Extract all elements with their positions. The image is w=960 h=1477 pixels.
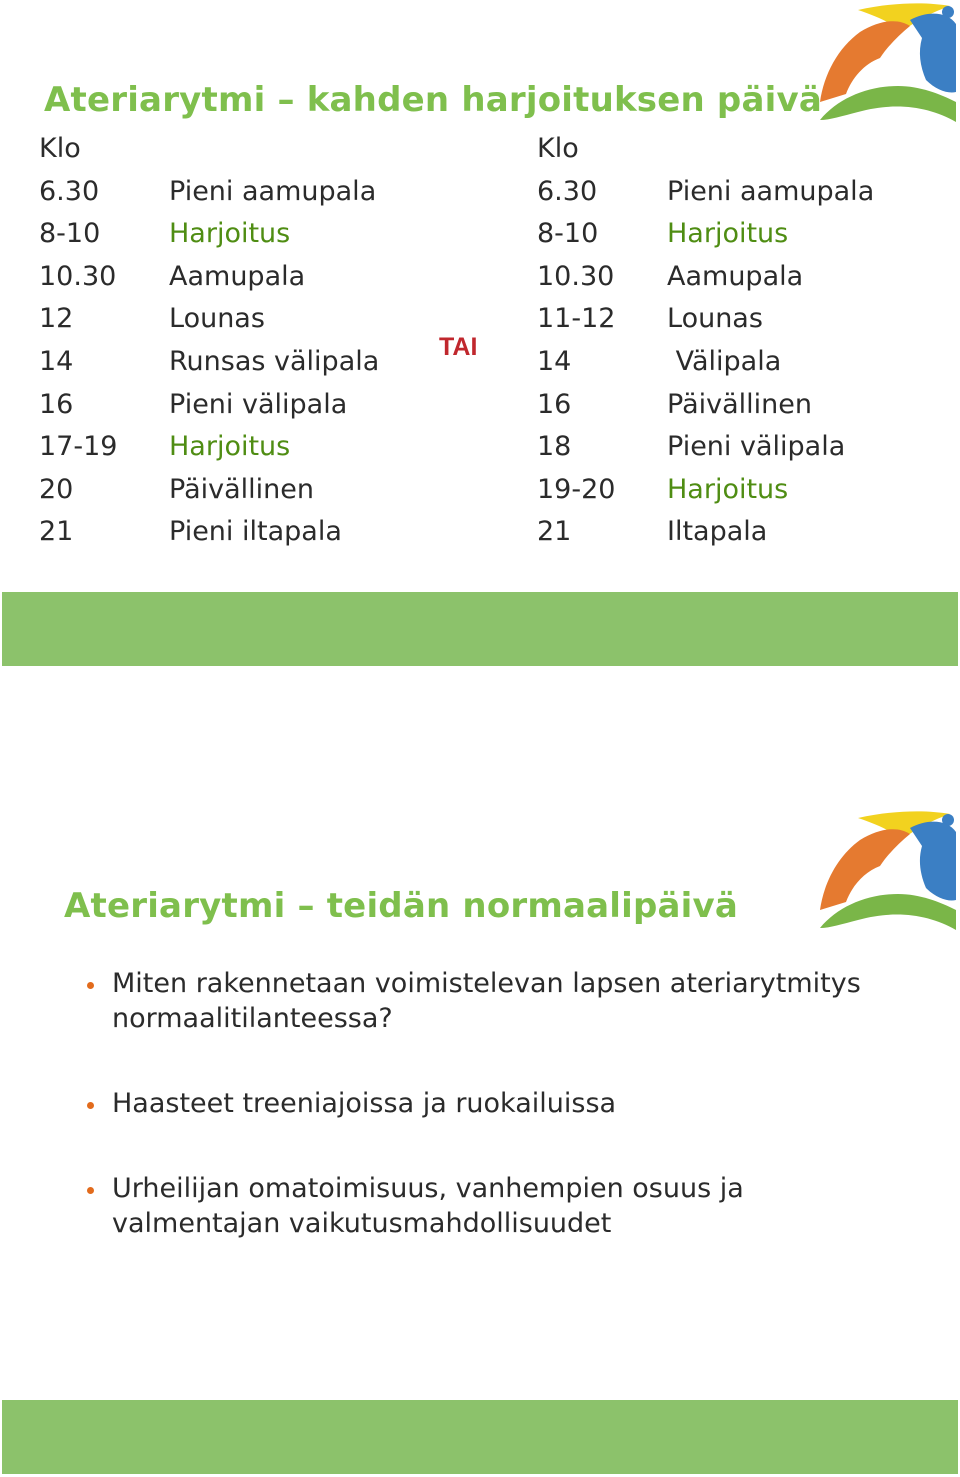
schedule-row [537,298,874,341]
schedule-row [39,384,379,427]
row-activity: Runsas välipala [169,345,380,377]
row-activity: Pieni aamupala [667,175,875,207]
row-activity: Lounas [667,303,763,335]
schedule-left [39,128,379,554]
schedule-header: Klo [39,133,81,164]
schedule-row [537,341,874,384]
row-activity: Harjoitus [169,218,291,250]
slide-two-trainings [2,0,958,666]
gymnastics-figure-logo-icon [798,810,958,935]
row-activity: Pieni välipala [667,431,846,463]
schedule-row [537,469,874,512]
slide-title: Ateriarytmi – teidän normaalipäivä [64,886,739,926]
schedule-row [537,384,874,427]
row-time: 10.30 [39,260,117,292]
row-activity: Harjoitus [667,218,789,250]
row-time: 12 [39,303,74,335]
bullet-item: Urheilijan omatoimisuus, vanhempien osuus ja valmentajan vaikutusmahdollisuudet [87,1171,907,1241]
schedule-row [39,469,379,512]
footer-band [2,1400,958,1474]
slide-title: Ateriarytmi – kahden harjoituksen päivä [44,80,822,120]
slide-normal-day [2,808,958,1474]
schedule-row [537,171,874,214]
schedule-row [39,341,379,384]
schedule-row [39,171,379,214]
schedule-row [39,426,379,469]
row-time: 21 [39,516,74,548]
row-time: 8-10 [537,218,599,250]
schedule-row [537,426,874,469]
row-time: 16 [39,388,74,420]
row-activity: Välipala [667,345,782,377]
row-activity: Harjoitus [667,473,789,505]
schedule-row [39,511,379,554]
footer-band [2,592,958,666]
row-activity: Iltapala [667,516,768,548]
row-activity: Pieni välipala [169,388,348,420]
or-separator: TAI [439,333,478,361]
schedule-row [537,511,874,554]
schedule-row [39,256,379,299]
row-time: 16 [537,388,572,420]
schedule-row [39,213,379,256]
row-time: 8-10 [39,218,101,250]
bullet-item: Miten rakennetaan voimistelevan lapsen ateriarytmitys normaalitilanteessa? [87,966,907,1036]
row-time: 14 [39,345,74,377]
row-time: 20 [39,473,74,505]
schedule-row [39,298,379,341]
bullet-list [87,966,907,1241]
row-activity: Pieni iltapala [169,516,342,548]
row-time: 11-12 [537,303,616,335]
row-activity: Lounas [169,303,265,335]
row-activity: Aamupala [169,260,306,292]
row-time: 14 [537,345,572,377]
row-time: 19-20 [537,473,616,505]
schedule-row [537,213,874,256]
schedule-header: Klo [537,133,579,164]
schedule-right [537,128,874,554]
row-time: 21 [537,516,572,548]
bullet-item: Haasteet treeniajoissa ja ruokailuissa [87,1086,907,1121]
row-time: 10.30 [537,260,615,292]
row-activity: Harjoitus [169,431,291,463]
row-time: 17-19 [39,431,118,463]
row-time: 18 [537,431,572,463]
gymnastics-figure-logo-icon [798,2,958,127]
row-time: 6.30 [39,175,100,207]
row-activity: Päivällinen [667,388,812,420]
row-activity: Aamupala [667,260,804,292]
schedule-row [537,256,874,299]
row-activity: Päivällinen [169,473,314,505]
row-time: 6.30 [537,175,598,207]
row-activity: Pieni aamupala [169,175,377,207]
